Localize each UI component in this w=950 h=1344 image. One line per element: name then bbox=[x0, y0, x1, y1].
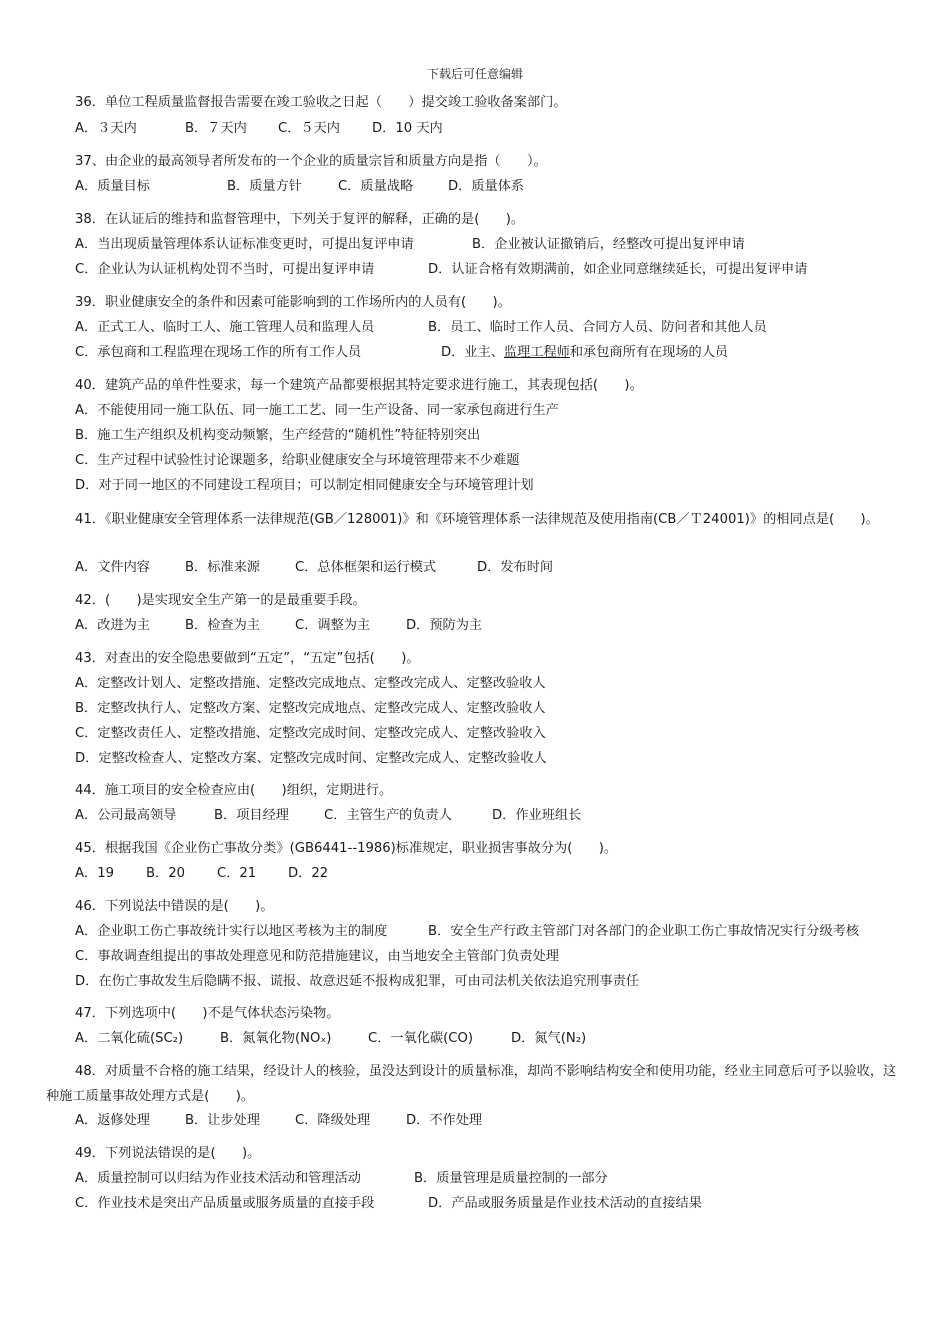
question-43-option-a: A．定整改计划人、定整改措施、定整改完成地点、定整改完成人、定整改验收人 bbox=[75, 676, 546, 691]
option-d: D．预防为主 bbox=[406, 618, 483, 633]
question-49-options-cd bbox=[75, 1195, 702, 1213]
option-d bbox=[441, 344, 728, 362]
option-b: B．质量管理是质量控制的一部分 bbox=[414, 1171, 608, 1186]
question-44-stem: 44．施工项目的安全检查应由( )组织，定期进行。 bbox=[75, 783, 393, 798]
question-46-option-d: D．在伤亡事故发生后隐瞒不报、谎报、故意迟延不报构成犯罪，可由司法机关依法追究刑事责任 bbox=[75, 974, 640, 989]
option-c: C．５天内 bbox=[278, 121, 340, 136]
option-b: B．检查为主 bbox=[185, 618, 260, 633]
option-c: C．总体框架和运行模式 bbox=[295, 560, 437, 575]
question-37-options bbox=[75, 178, 524, 196]
option-d: D．认证合格有效期满前，如企业同意继续延长，可提出复评申请 bbox=[428, 262, 808, 277]
option-b: B．标准来源 bbox=[185, 560, 260, 575]
option-b: B．氮氧化物(NOₓ) bbox=[220, 1031, 332, 1046]
option-b: B．让步处理 bbox=[185, 1113, 260, 1128]
option-d: D．产品或服务质量是作业技术活动的直接结果 bbox=[428, 1196, 702, 1211]
option-c: C．降级处理 bbox=[295, 1113, 371, 1128]
option-b: B．质量方针 bbox=[227, 179, 302, 194]
option-b: B．企业被认证撤销后，经整改可提出复评申请 bbox=[472, 237, 745, 252]
question-40-option-c: C．生产过程中试验性讨论课题多，给职业健康安全与环境管理带来不少难题 bbox=[75, 453, 520, 468]
question-41-stem: 41．《职业健康安全管理体系一法律规范(GB／128001)》和《环境管理体系一法律规范及使用指南(CB／Ｔ24001)》的相同点是( )。 bbox=[75, 512, 879, 527]
question-41-options bbox=[75, 559, 553, 577]
question-44-options bbox=[75, 807, 581, 825]
option-b: B．项目经理 bbox=[214, 808, 289, 823]
option-b: B．安全生产行政主管部门对各部门的企业职工伤亡事故情况实行分级考核 bbox=[428, 924, 860, 939]
question-43-option-d: D．定整改检查人、定整改方案、定整改完成时间、定整改完成人、定整改验收人 bbox=[75, 751, 547, 766]
question-47-options bbox=[75, 1030, 586, 1048]
question-47-stem: 47．下列选项中( )不是气体状态污染物。 bbox=[75, 1006, 340, 1021]
question-39-stem: 39．职业健康安全的条件和因素可能影响到的工作场所内的人员有( )。 bbox=[75, 295, 511, 310]
option-d: D．不作处理 bbox=[406, 1113, 483, 1128]
option-d: D．氮气(N₂) bbox=[511, 1031, 587, 1046]
question-40-option-b: B．施工生产组织及机构变动频繁，生产经营的“随机性”特征特别突出 bbox=[75, 428, 481, 443]
question-40-option-a: A．不能使用同一施工队伍、同一施工工艺、同一生产设备、同一家承包商进行生产 bbox=[75, 403, 559, 418]
option-a: A．３天内 bbox=[75, 121, 137, 136]
question-43-option-b: B．定整改执行人、定整改方案、定整改完成地点、定整改完成人、定整改验收人 bbox=[75, 701, 546, 716]
question-36-options bbox=[75, 120, 443, 138]
page-header: 下载后可任意编辑 bbox=[426, 67, 523, 81]
question-40-option-d: D．对于同一地区的不同建设工程项目；可以制定相同健康安全与环境管理计划 bbox=[75, 478, 534, 493]
option-d: D．发布时间 bbox=[477, 560, 554, 575]
question-38-options-cd bbox=[75, 261, 807, 279]
option-d: D．22 bbox=[288, 866, 329, 881]
option-d: D．作业班组长 bbox=[492, 808, 582, 823]
question-38-stem: 38．在认证后的维持和监督管理中，下列关于复评的解释，正确的是( )。 bbox=[75, 212, 525, 227]
question-48-options bbox=[75, 1112, 482, 1130]
option-b: B．７天内 bbox=[185, 121, 247, 136]
question-45-options bbox=[75, 865, 328, 883]
question-49-options-ab bbox=[75, 1170, 608, 1188]
question-46-option-c: C．事故调查组提出的事故处理意见和防范措施建议，由当地安全主管部门负责处理 bbox=[75, 949, 559, 964]
option-a: A．改进为主 bbox=[75, 618, 150, 633]
question-42-options bbox=[75, 617, 482, 635]
option-c: C．调整为主 bbox=[295, 618, 371, 633]
question-49-stem: 49．下列说法错误的是( )。 bbox=[75, 1146, 261, 1161]
option-a: A．公司最高领导 bbox=[75, 808, 177, 823]
question-48-stem: 48．对质量不合格的施工结果，经设计人的核验，虽没达到设计的质量标准，却尚不影响结构安全和使用功能，经业主同意后可予以验收，这种施工质量事故处理方式是( )。 bbox=[46, 1064, 897, 1104]
question-37-stem: 37、由企业的最高领导者所发布的一个企业的质量宗旨和质量方向是指（ ）。 bbox=[75, 154, 547, 169]
option-a: A．二氧化硫(SC₂) bbox=[75, 1031, 184, 1046]
question-46-stem: 46．下列说法中错误的是( )。 bbox=[75, 899, 274, 914]
question-38-options-ab bbox=[75, 236, 745, 254]
option-a: A．当出现质量管理体系认证标准变更时，可提出复评申请 bbox=[75, 237, 414, 252]
option-a: A．文件内容 bbox=[75, 560, 150, 575]
question-40-stem: 40．建筑产品的单件性要求，每一个建筑产品都要根据其特定要求进行施工，其表现包括( )。 bbox=[75, 378, 643, 393]
option-a: A．正式工人、临时工人、施工管理人员和监理人员 bbox=[75, 320, 375, 335]
option-b: B．20 bbox=[146, 866, 186, 881]
question-43-option-c: C．定整改责任人、定整改措施、定整改完成时间、定整改完成人、定整改验收入 bbox=[75, 726, 546, 741]
question-39-options-cd bbox=[75, 344, 728, 362]
question-45-stem: 45．根据我国《企业伤亡事故分类》(GB6441--1986)标准规定，职业损害事故分为( )。 bbox=[75, 841, 618, 856]
option-c: C．质量战略 bbox=[338, 179, 414, 194]
supervising-engineer-link[interactable]: 监理工程师 bbox=[503, 345, 570, 360]
option-b: B．员工、临时工作人员、合同方人员、防问者和其他人员 bbox=[428, 320, 767, 335]
option-a: A．质量控制可以归结为作业技术活动和管理活动 bbox=[75, 1171, 361, 1186]
question-46-options-ab bbox=[75, 923, 859, 941]
option-d: D．10 天内 bbox=[372, 121, 443, 136]
option-c: C．21 bbox=[217, 866, 257, 881]
question-42-stem: 42．( )是实现安全生产第一的是最重要手段。 bbox=[75, 593, 366, 608]
option-a: A．质量目标 bbox=[75, 179, 150, 194]
option-d: D．质量体系 bbox=[448, 179, 525, 194]
option-c: C．企业认为认证机构处罚不当时，可提出复评申请 bbox=[75, 262, 375, 277]
option-d-prefix: D．业主、 bbox=[441, 345, 504, 360]
option-c: C．承包商和工程监理在现场工作的所有工作人员 bbox=[75, 345, 362, 360]
option-c: C．作业技术是突出产品质量或服务质量的直接手段 bbox=[75, 1196, 375, 1211]
option-a: A．返修处理 bbox=[75, 1113, 150, 1128]
option-c: C．主管生产的负责人 bbox=[324, 808, 452, 823]
question-39-options-ab bbox=[75, 319, 767, 337]
option-a: A．企业职工伤亡事故统计实行以地区考核为主的制度 bbox=[75, 924, 388, 939]
question-43-stem: 43．对查出的安全隐患要做到“五定”，“五定”包括( )。 bbox=[75, 651, 420, 666]
option-c: C．一氧化碳(CO) bbox=[368, 1031, 474, 1046]
question-36-stem: 36．单位工程质量监督报告需要在竣工验收之日起（ ）提交竣工验收备案部门。 bbox=[75, 95, 567, 110]
option-a: A．19 bbox=[75, 866, 114, 881]
option-d-suffix: 和承包商所有在现场的人员 bbox=[569, 345, 729, 360]
